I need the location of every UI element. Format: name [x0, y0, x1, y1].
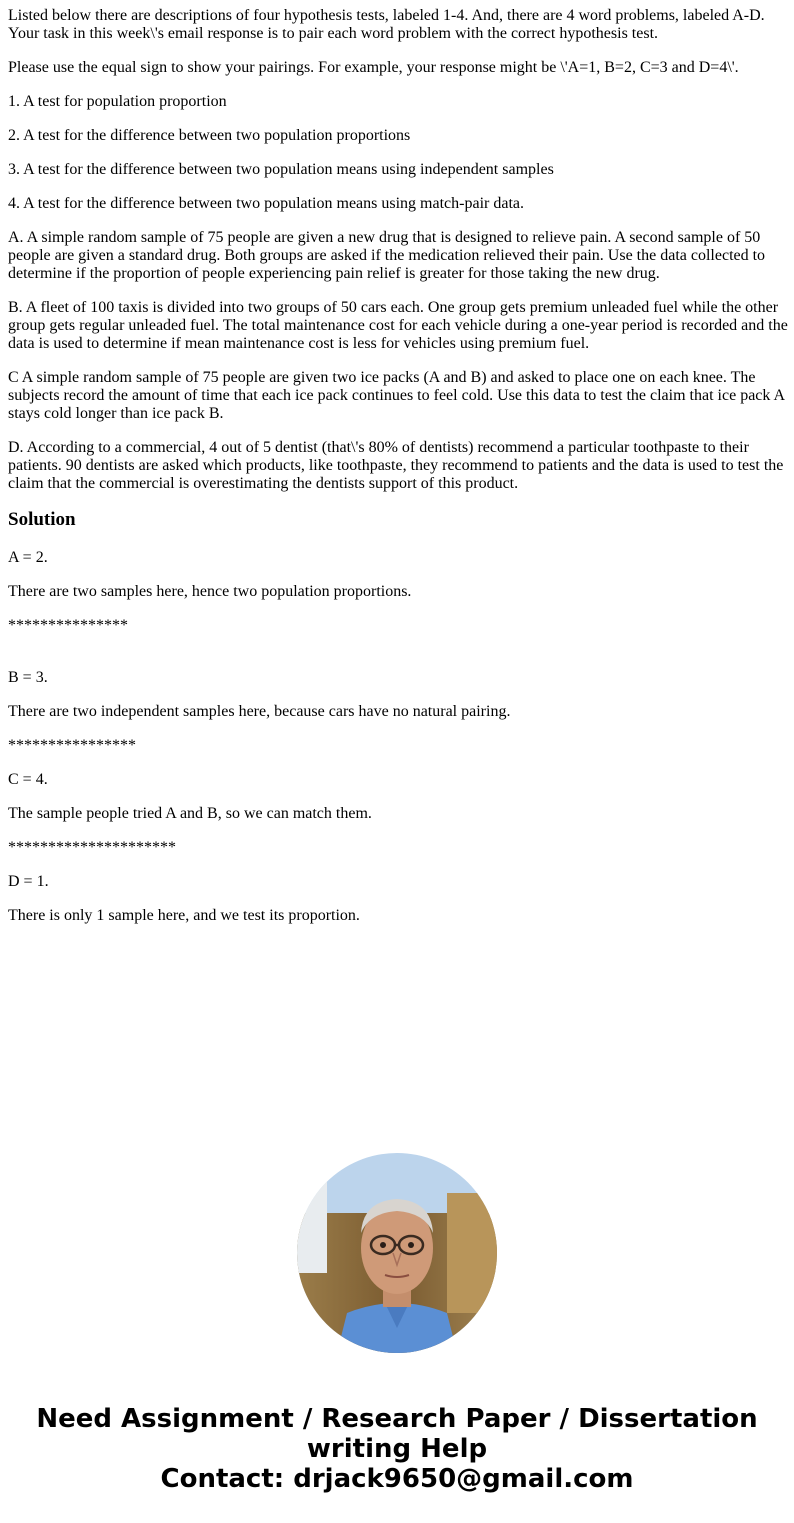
reason-b: There are two independent samples here, because cars have no natural pairing. [8, 703, 511, 720]
reason-d: There is only 1 sample here, and we test its proportion. [8, 907, 360, 924]
test-2: 2. A test for the difference between two population proportions [8, 127, 411, 144]
footer-line-1: Need Assignment / Research Paper / Dissertation [36, 1404, 758, 1434]
main-content [8, 7, 788, 941]
footer-line-2: writing Help [306, 1434, 488, 1464]
contact-footer [0, 1404, 794, 1494]
answer-a: A = 2. [8, 549, 48, 566]
separator-stars: **************** [8, 737, 136, 754]
problem-b: B. A fleet of 100 taxis is divided into two groups of 50 cars each. One group gets premium unleaded fuel while the other group gets regular unleaded fuel. The total maintenance cost for each vehicle during a one-year period is recorded and the data is used to determine if mean maintenance cost is less for vehicles using premium fuel. [8, 299, 788, 352]
answer-b: B = 3. [8, 669, 48, 686]
test-3: 3. A test for the difference between two population means using independent samples [8, 161, 554, 178]
problem-c: C A simple random sample of 75 people are given two ice packs (A and B) and asked to place one on each knee. The subjects record the amount of time that each ice pack continues to feel cold. Use this data to test the claim that ice pack A stays cold longer than ice pack B. [8, 369, 785, 422]
reason-c: The sample people tried A and B, so we can match them. [8, 805, 372, 822]
question-intro: Listed below there are descriptions of four hypothesis tests, labeled 1-4. And, there are 4 word problems, labeled A-D. Your task in this week\'s email response is to pair each word problem with the correct hypothesis test. [8, 7, 765, 42]
author-avatar [297, 1153, 497, 1353]
answer-d: D = 1. [8, 873, 49, 890]
problem-a: A. A simple random sample of 75 people are given a new drug that is designed to relieve pain. A second sample of 50 people are given a standard drug. Both groups are asked if the medication relieved their pain. Use the data collected to determine if the proportion of people experiencing pain relief is greater for those taking the new drug. [8, 229, 766, 282]
author-portrait-image [297, 1153, 497, 1353]
spacer [8, 651, 788, 669]
reason-a: There are two samples here, hence two population proportions. [8, 583, 412, 600]
test-4: 4. A test for the difference between two population means using match-pair data. [8, 195, 524, 212]
separator-stars: ********************* [8, 839, 176, 856]
separator-stars: *************** [8, 617, 128, 634]
problem-d: D. According to a commercial, 4 out of 5 dentist (that\'s 80% of dentists) recommend a particular toothpaste to their patients. 90 dentists are asked which products, like toothpaste, they recommend to patients and the data is used to test the claim that the commercial is overestimating the dentists support of this product. [8, 439, 784, 492]
question-instruction: Please use the equal sign to show your pairings. For example, your response might be \'A=1, B=2, C=3 and D=4\'. [8, 59, 739, 76]
solution-heading: Solution [8, 509, 76, 530]
answer-c: C = 4. [8, 771, 48, 788]
footer-contact-email: Contact: drjack9650@gmail.com [160, 1464, 634, 1494]
test-1: 1. A test for population proportion [8, 93, 227, 110]
